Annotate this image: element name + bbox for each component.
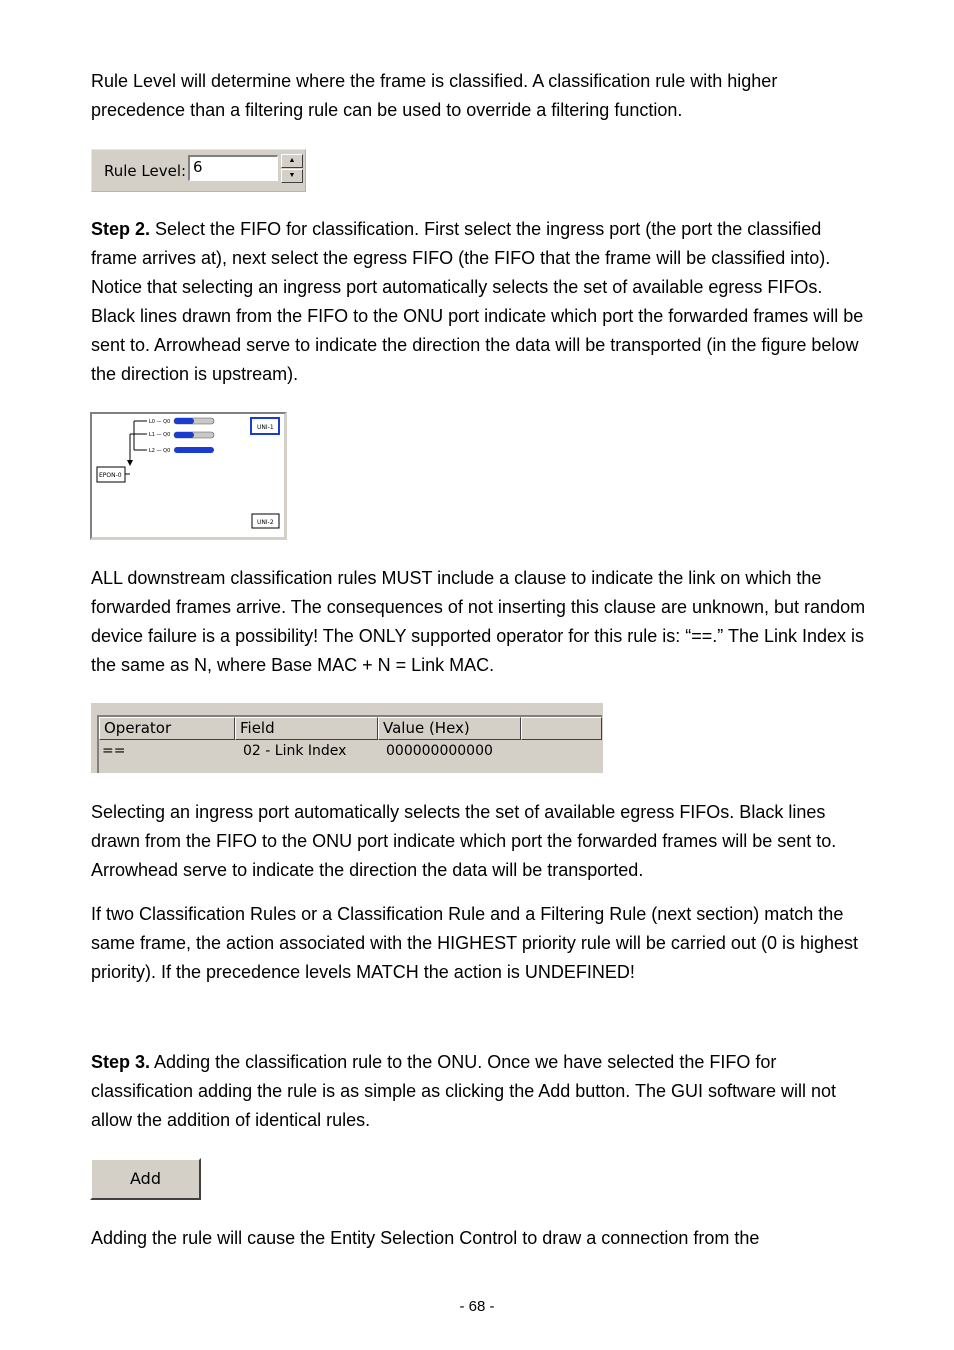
cell-value: 000000000000 — [386, 743, 493, 759]
table-row[interactable] — [99, 741, 529, 763]
fifo-bar[interactable] — [174, 447, 214, 453]
cell-operator: == — [102, 743, 126, 759]
intro-paragraph: Rule Level will determine where the frame is classified. A classification rule with higher precedence than a filtering rule can be used to override a filtering function. — [91, 71, 778, 120]
fifo-bar[interactable] — [174, 418, 214, 424]
spin-down-button[interactable]: ▼ — [281, 169, 303, 183]
spin-up-button[interactable]: ▲ — [281, 154, 303, 168]
uni-port-1-label: UNI-1 — [257, 424, 274, 431]
entity-selection-diagram — [90, 412, 287, 540]
page-number: - 68 - — [459, 1298, 495, 1315]
uni-port-1[interactable] — [251, 418, 279, 434]
column-header-empty — [521, 717, 602, 740]
step3-lead: Step 3. — [91, 1052, 151, 1072]
priority-paragraph: If two Classification Rules or a Classification Rule and a Filtering Rule (next section) match the same frame, the action associated with the HIGHEST priority rule will be carried out (0 is highest priority). If the precedence levels MATCH the action is UNDEFINED! — [91, 904, 858, 982]
step2-lead: Step 2. — [91, 219, 151, 239]
uni-port-2-label: UNI-2 — [257, 519, 274, 526]
operator-table — [91, 703, 603, 773]
rule-level-input[interactable]: 6 — [188, 155, 278, 181]
fifo-label: L2 — Q0 — [149, 448, 171, 454]
rule-level-label: Rule Level: — [104, 162, 187, 180]
rule-level-control — [91, 149, 306, 192]
epon-port[interactable] — [97, 467, 125, 482]
closing-paragraph: Adding the rule will cause the Entity Selection Control to draw a connection from the — [91, 1228, 760, 1248]
ingress-paragraph: Selecting an ingress port automatically selects the set of available egress FIFOs. Black lines drawn from the FIFO to the ONU port indicate which port the forwarded frames will be sent to. Arrowhead serve to indicate the direction the data will be transported. — [91, 802, 837, 880]
step3-paragraph — [91, 1048, 871, 1135]
step3-text: Adding the classification rule to the ONU. Once we have selected the FIFO for classification adding the rule is as simple as clicking the Add button. The GUI software will not allow the addition of identical rules. — [91, 1052, 837, 1130]
uni-port-2[interactable] — [252, 514, 279, 528]
epon-port-label: EPON-0 — [99, 472, 122, 479]
downstream-paragraph: ALL downstream classification rules MUST include a clause to indicate the link on which the forwarded frames arrive. The consequences of not inserting this clause are unknown, but random device failure is a possibility! The ONLY supported operator for this rule is: “==.” The Link Index is the same as N, where Base MAC + N = Link MAC. — [91, 568, 866, 675]
column-header-value[interactable]: Value (Hex) — [378, 717, 521, 740]
column-header-operator[interactable]: Operator — [99, 717, 235, 740]
fifo-bar[interactable] — [174, 432, 214, 438]
step2-paragraph — [91, 215, 871, 389]
operator-table-grid — [97, 715, 602, 773]
fifo-label: L1 — Q0 — [149, 432, 171, 438]
add-button[interactable]: Add — [90, 1158, 201, 1200]
fifo-label: L0 — Q0 — [149, 419, 171, 425]
step2-text: Select the FIFO for classification. First select the ingress port (the port the classified frame arrives at), next select the egress FIFO (the FIFO that the frame will be classified into). Notice that selecting an ingress port automatically selects the set of available egress FIFOs. Black lines drawn from the FIFO to the ONU port indicate which port the forwarded frames will be sent to. Arrowhead serve to indicate the direction the data will be transported (in the figure below the direction is upstream). — [91, 219, 864, 384]
cell-field: 02 - Link Index — [243, 743, 347, 759]
column-header-field[interactable]: Field — [235, 717, 378, 740]
entity-diagram-svg — [92, 414, 284, 537]
